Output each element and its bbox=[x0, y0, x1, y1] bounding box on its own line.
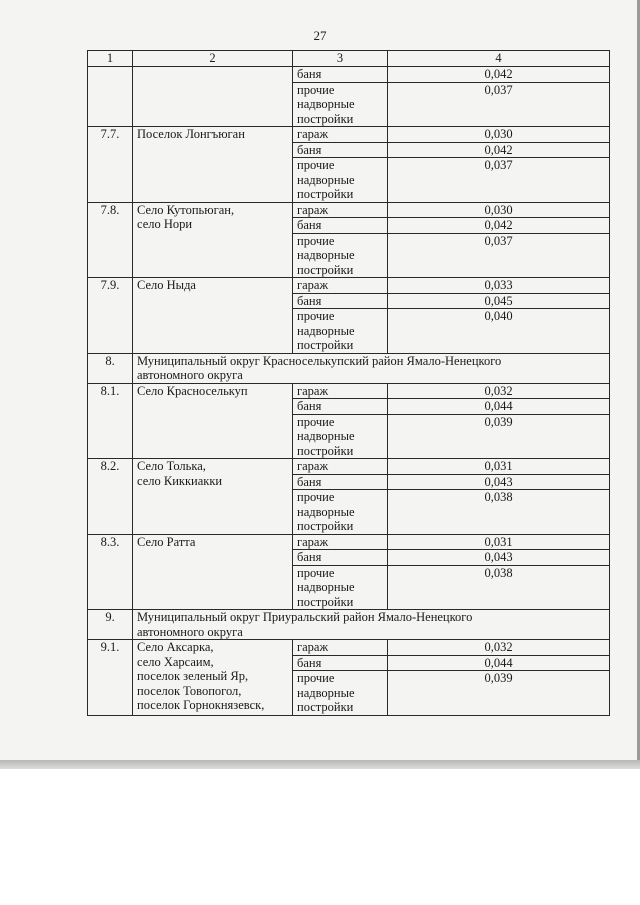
rate-value: 0,038 bbox=[388, 565, 610, 610]
table-row bbox=[88, 534, 610, 550]
location-name: Село Красноселькуп bbox=[133, 383, 293, 459]
building-type: прочие надворные постройки bbox=[293, 414, 388, 459]
building-type: баня bbox=[293, 474, 388, 490]
rate-value: 0,043 bbox=[388, 474, 610, 490]
rate-value: 0,037 bbox=[388, 158, 610, 203]
rate-value: 0,044 bbox=[388, 655, 610, 671]
section-title: Муниципальный округ Красноселькупский район Ямало-Ненецкого автономного округа bbox=[133, 353, 610, 383]
rate-value: 0,038 bbox=[388, 490, 610, 535]
table-body bbox=[88, 67, 610, 716]
location-name: Поселок Лонгъюган bbox=[133, 127, 293, 203]
row-number: 9.1. bbox=[88, 640, 133, 716]
location-name: Село Ратта bbox=[133, 534, 293, 610]
table-row bbox=[88, 459, 610, 475]
section-title: Муниципальный округ Приуральский район Ямало-Ненецкого автономного округа bbox=[133, 610, 610, 640]
building-type: прочие надворные постройки bbox=[293, 490, 388, 535]
building-type: баня bbox=[293, 655, 388, 671]
table-header-row bbox=[88, 51, 610, 67]
column-header: 3 bbox=[293, 51, 388, 67]
table-row bbox=[88, 383, 610, 399]
location-name: Село Толька, село Киккиакки bbox=[133, 459, 293, 535]
building-type: гараж bbox=[293, 202, 388, 218]
rate-value: 0,031 bbox=[388, 459, 610, 475]
section-row bbox=[88, 353, 610, 383]
column-header: 4 bbox=[388, 51, 610, 67]
rate-value: 0,045 bbox=[388, 293, 610, 309]
rate-value: 0,037 bbox=[388, 82, 610, 127]
location-name: Село Ныда bbox=[133, 278, 293, 354]
rate-value: 0,042 bbox=[388, 218, 610, 234]
building-type: баня bbox=[293, 293, 388, 309]
rate-value: 0,031 bbox=[388, 534, 610, 550]
building-type: баня bbox=[293, 550, 388, 566]
building-type: гараж bbox=[293, 459, 388, 475]
rate-value: 0,032 bbox=[388, 640, 610, 656]
rate-value: 0,042 bbox=[388, 67, 610, 83]
row-number: 7.7. bbox=[88, 127, 133, 203]
building-type: гараж bbox=[293, 534, 388, 550]
rate-value: 0,042 bbox=[388, 142, 610, 158]
column-header: 1 bbox=[88, 51, 133, 67]
rate-value: 0,032 bbox=[388, 383, 610, 399]
rate-value: 0,039 bbox=[388, 414, 610, 459]
rate-value: 0,030 bbox=[388, 202, 610, 218]
building-type: баня bbox=[293, 67, 388, 83]
row-number bbox=[88, 67, 133, 127]
table-row bbox=[88, 127, 610, 143]
rate-value: 0,044 bbox=[388, 399, 610, 415]
building-type: прочие надворные постройки bbox=[293, 309, 388, 354]
table-row bbox=[88, 640, 610, 656]
rates-table bbox=[87, 50, 610, 716]
building-type: прочие надворные постройки bbox=[293, 158, 388, 203]
rate-value: 0,033 bbox=[388, 278, 610, 294]
rate-value: 0,030 bbox=[388, 127, 610, 143]
building-type: баня bbox=[293, 218, 388, 234]
table-row bbox=[88, 67, 610, 83]
row-number: 7.8. bbox=[88, 202, 133, 278]
rate-value: 0,040 bbox=[388, 309, 610, 354]
building-type: гараж bbox=[293, 127, 388, 143]
building-type: баня bbox=[293, 142, 388, 158]
table-row bbox=[88, 278, 610, 294]
row-number: 7.9. bbox=[88, 278, 133, 354]
page-number: 27 bbox=[313, 28, 327, 43]
building-type: гараж bbox=[293, 278, 388, 294]
building-type: прочие надворные постройки bbox=[293, 82, 388, 127]
rate-value: 0,037 bbox=[388, 233, 610, 278]
column-header: 2 bbox=[133, 51, 293, 67]
scan-edge bbox=[0, 760, 640, 769]
section-number: 9. bbox=[88, 610, 133, 640]
section-row bbox=[88, 610, 610, 640]
row-number: 8.1. bbox=[88, 383, 133, 459]
building-type: гараж bbox=[293, 640, 388, 656]
building-type: прочие надворные постройки bbox=[293, 233, 388, 278]
row-number: 8.3. bbox=[88, 534, 133, 610]
building-type: прочие надворные постройки bbox=[293, 565, 388, 610]
rate-value: 0,039 bbox=[388, 671, 610, 716]
building-type: баня bbox=[293, 399, 388, 415]
location-name: Село Аксарка, село Харсаим, поселок зеленый Яр, поселок Товопогол, поселок Горнокнязевск, bbox=[133, 640, 293, 716]
location-name bbox=[133, 67, 293, 127]
section-number: 8. bbox=[88, 353, 133, 383]
table-row bbox=[88, 202, 610, 218]
rate-value: 0,043 bbox=[388, 550, 610, 566]
row-number: 8.2. bbox=[88, 459, 133, 535]
building-type: гараж bbox=[293, 383, 388, 399]
location-name: Село Кутопьюган, село Нори bbox=[133, 202, 293, 278]
building-type: прочие надворные постройки bbox=[293, 671, 388, 716]
